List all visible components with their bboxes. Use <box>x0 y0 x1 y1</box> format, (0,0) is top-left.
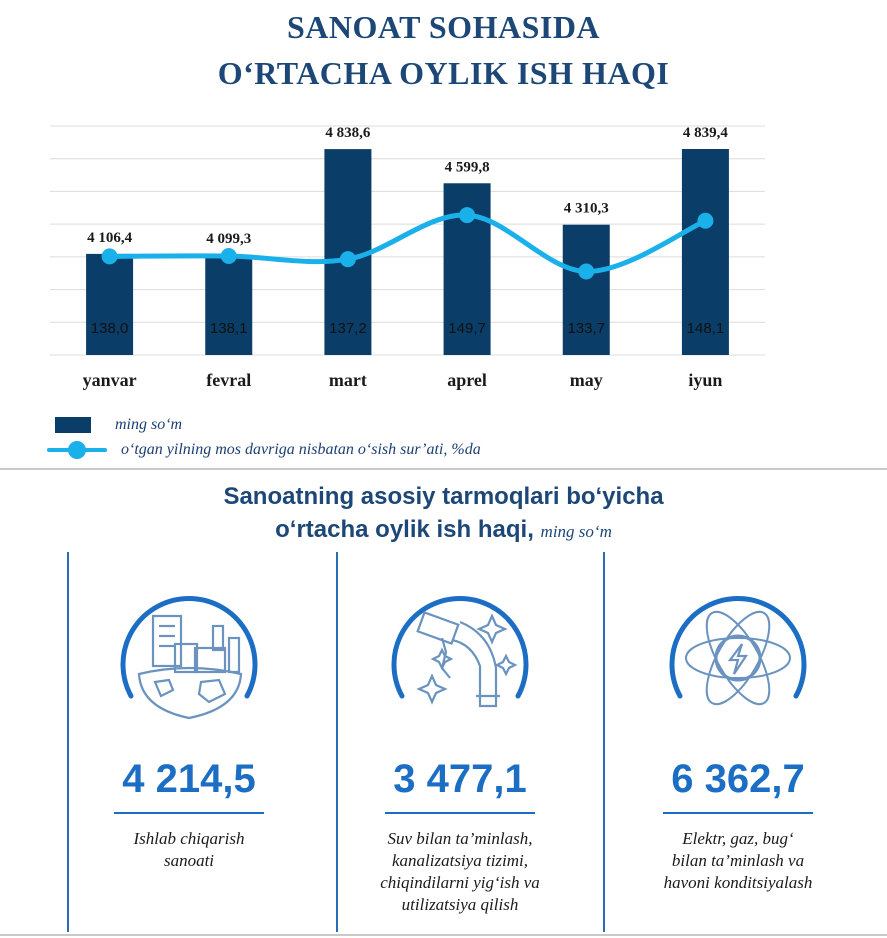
column-divider-3 <box>603 552 605 932</box>
subsection-title-text: o‘rtacha oylik ish haqi, <box>275 516 534 543</box>
sector-rule-energy <box>663 812 813 814</box>
legend-line-entry <box>47 440 481 460</box>
section-divider-top <box>0 468 887 470</box>
bar-value-label: 4 310,3 <box>563 200 609 217</box>
category-label: mart <box>328 370 367 390</box>
sector-label-water: Suv bilan ta’minlash, kanalizatsiya tizimi, chiqindilarni yig‘ish va utilizatsiya qilish <box>380 829 540 914</box>
column-divider-1 <box>67 552 69 932</box>
bar-value-label: 4 599,8 <box>444 159 490 176</box>
category-label: aprel <box>447 370 487 390</box>
bar-value-label: 4 839,4 <box>682 124 728 141</box>
energy-atom-icon <box>658 578 818 738</box>
page-title <box>0 4 887 96</box>
growth-rate-label: 149,7 <box>448 320 486 337</box>
sector-card-water <box>350 578 570 916</box>
growth-rate-label: 138,1 <box>209 320 248 337</box>
bar-value-label: 4 099,3 <box>206 230 252 247</box>
category-label: fevral <box>206 370 252 390</box>
sector-card-energy <box>628 578 848 894</box>
chart-gridlines <box>50 126 765 355</box>
legend-line-label: o‘tgan yilning mos davriga nisbatan o‘sish sur’ati, %da <box>121 441 481 458</box>
subsection-unit: ming so‘m <box>540 522 612 541</box>
legend-line-swatch <box>47 440 107 460</box>
wage-chart <box>0 108 887 408</box>
legend-bar-label: ming so‘m <box>115 416 183 433</box>
sector-value-manufacturing: 4 214,5 <box>122 757 256 801</box>
bar-yanvar <box>86 254 133 355</box>
bar-fevral <box>205 255 252 355</box>
growth-rate-label: 137,2 <box>329 320 367 337</box>
sector-value-water: 3 477,1 <box>393 757 527 801</box>
legend-bar-entry <box>55 416 182 434</box>
sector-label-manufacturing: Ishlab chiqarish sanoati <box>133 829 245 870</box>
growth-rate-point <box>221 248 237 264</box>
title-line-2: O‘RTACHA OYLIK ISH HAQI <box>217 55 670 91</box>
bar-value-label: 4 838,6 <box>325 125 371 142</box>
category-label: iyun <box>688 370 723 390</box>
growth-rate-label: 138,0 <box>90 320 129 337</box>
growth-rate-line <box>110 215 706 271</box>
column-divider-2 <box>336 552 338 932</box>
sector-rule-water <box>385 812 535 814</box>
sector-rule-manufacturing <box>114 812 264 814</box>
section-divider-bottom <box>0 934 887 936</box>
bar-value-label: 4 106,4 <box>87 229 133 246</box>
title-line-1: SANOAT SOHASIDA <box>286 9 601 45</box>
sector-card-manufacturing <box>79 578 299 872</box>
legend-bar-swatch <box>55 417 91 433</box>
growth-rate-point <box>459 207 475 223</box>
sector-label-energy: Elektr, gaz, bug‘ bilan ta’minlash va havoni konditsiyalash <box>663 829 813 892</box>
subsection-title <box>0 480 887 548</box>
subsection-title-line-1: Sanoatning asosiy tarmoqlari bo‘yicha <box>223 483 664 510</box>
factory-icon <box>109 578 269 738</box>
subsection-title-line-2 <box>0 513 887 548</box>
growth-rate-point <box>340 251 356 267</box>
growth-rate-point <box>578 264 594 280</box>
category-label: yanvar <box>82 370 137 390</box>
sector-value-energy: 6 362,7 <box>671 757 805 801</box>
growth-rate-point <box>697 213 713 229</box>
growth-rate-label: 148,1 <box>686 320 725 337</box>
growth-rate-point <box>102 248 118 264</box>
category-label: may <box>569 370 603 390</box>
water-pipe-icon <box>380 578 540 738</box>
growth-rate-label: 133,7 <box>567 320 606 337</box>
